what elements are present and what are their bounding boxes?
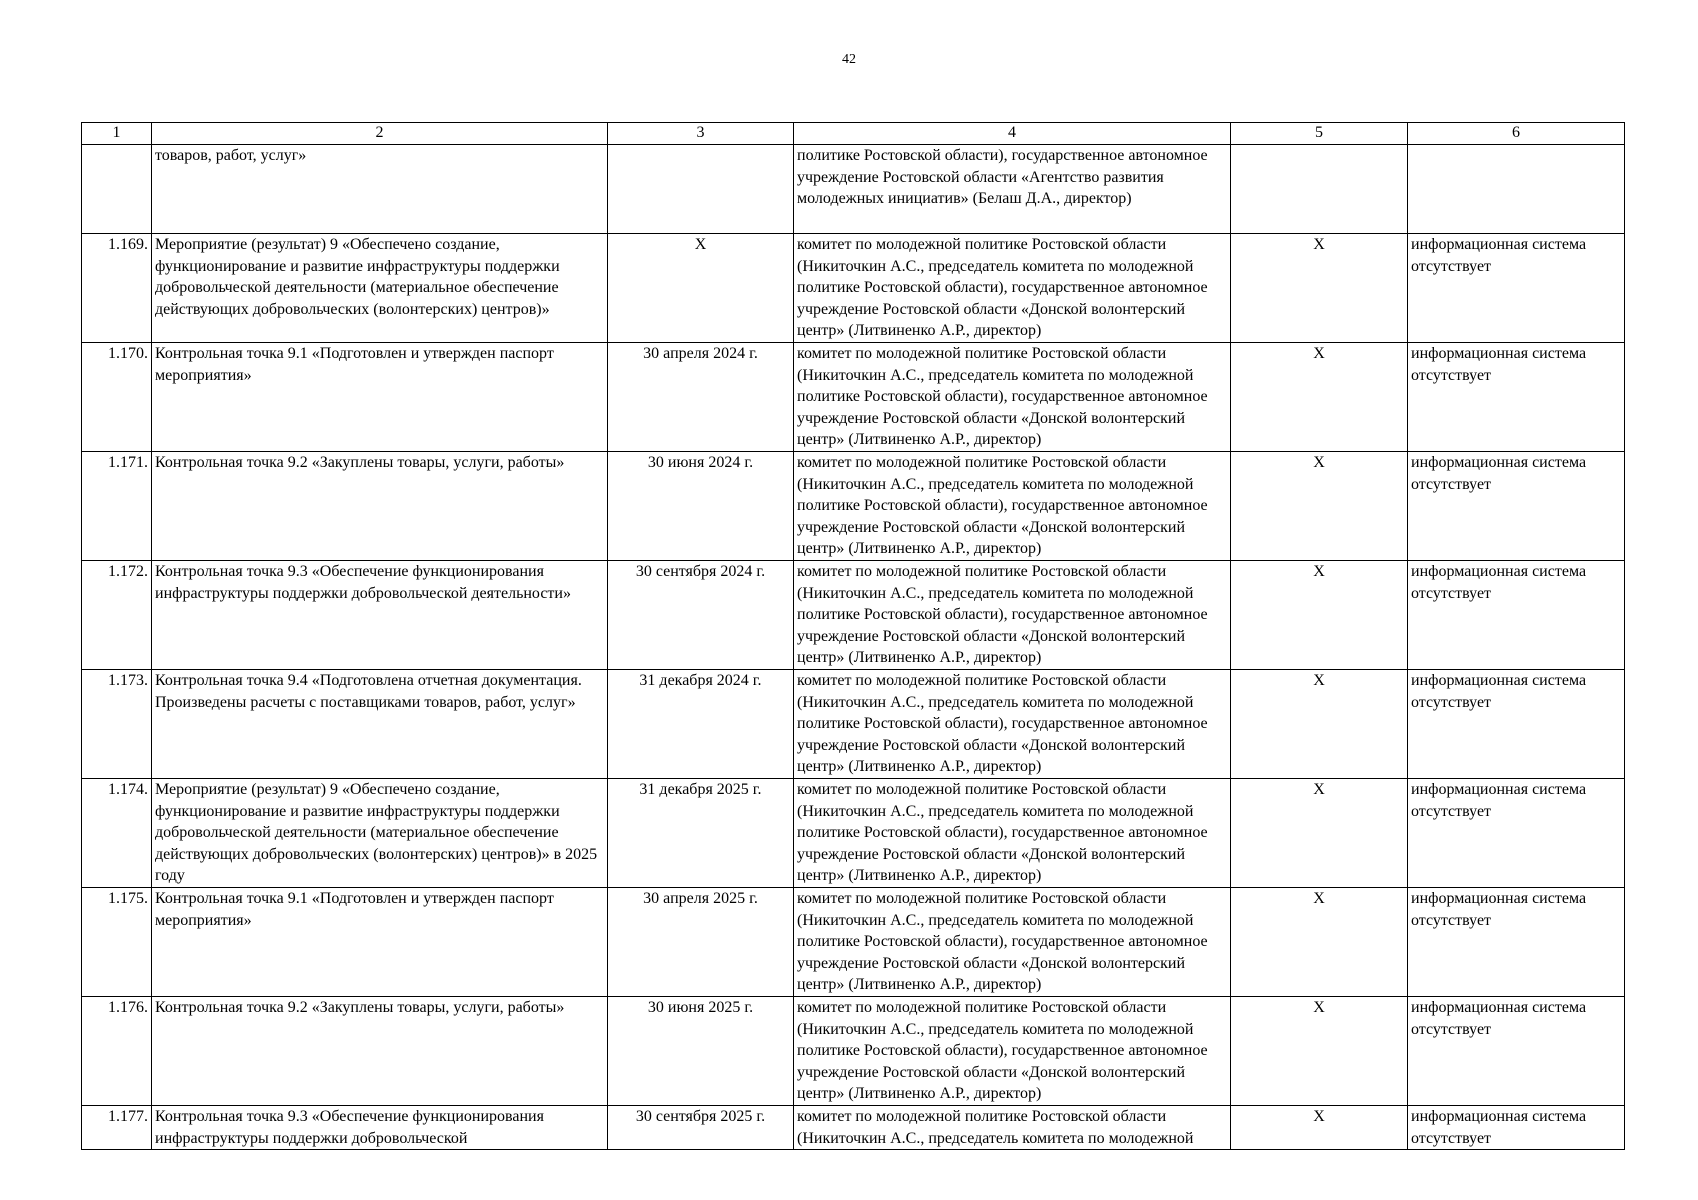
row-col5: Х	[1231, 561, 1408, 670]
row-system: информационная система отсутствует	[1408, 670, 1625, 779]
row-col5: Х	[1231, 1106, 1408, 1150]
column-header: 6	[1408, 123, 1625, 145]
row-system: информационная система отсутствует	[1408, 234, 1625, 343]
row-number: 1.171.	[82, 452, 152, 561]
column-header: 3	[608, 123, 794, 145]
table-row	[82, 561, 1625, 670]
table-row	[82, 1106, 1625, 1150]
column-number-row	[82, 123, 1625, 145]
column-header: 5	[1231, 123, 1408, 145]
row-number: 1.174.	[82, 779, 152, 888]
row-responsible: комитет по молодежной политике Ростовской области (Никиточкин А.С., председатель комитета по молодежной	[794, 1106, 1231, 1150]
plan-table	[81, 122, 1625, 1150]
row-number: 1.172.	[82, 561, 152, 670]
table-row	[82, 779, 1625, 888]
row-title: Мероприятие (результат) 9 «Обеспечено создание, функционирование и развитие инфраструктуры поддержки добровольческой деятельности (материальное обеспечение действующих добровольческих (волонтерских) центров)»	[152, 234, 608, 343]
row-number: 1.175.	[82, 888, 152, 997]
table-row	[82, 670, 1625, 779]
row-date: 31 декабря 2025 г.	[608, 779, 794, 888]
row-col5: Х	[1231, 670, 1408, 779]
row-responsible: комитет по молодежной политике Ростовской области (Никиточкин А.С., председатель комитета по молодежной политике Ростовской области), государственное автономное учреждение Ростовской области «Донской волонтерский центр» (Литвиненко А.Р., директор)	[794, 343, 1231, 452]
column-header: 1	[82, 123, 152, 145]
row-system: информационная система отсутствует	[1408, 452, 1625, 561]
table-row	[82, 452, 1625, 561]
row-title: Контрольная точка 9.2 «Закуплены товары, услуги, работы»	[152, 452, 608, 561]
row-number: 1.170.	[82, 343, 152, 452]
row-title: Контрольная точка 9.4 «Подготовлена отчетная документация. Произведены расчеты с поставщиками товаров, работ, услуг»	[152, 670, 608, 779]
row-system: информационная система отсутствует	[1408, 888, 1625, 997]
row-responsible: комитет по молодежной политике Ростовской области (Никиточкин А.С., председатель комитета по молодежной политике Ростовской области), государственное автономное учреждение Ростовской области «Донской волонтерский центр» (Литвиненко А.Р., директор)	[794, 888, 1231, 997]
row-title: Мероприятие (результат) 9 «Обеспечено создание, функционирование и развитие инфраструктуры поддержки добровольческой деятельности (материальное обеспечение действующих добровольческих (волонтерских) центров)» в 2025 году	[152, 779, 608, 888]
row-responsible: комитет по молодежной политике Ростовской области (Никиточкин А.С., председатель комитета по молодежной политике Ростовской области), государственное автономное учреждение Ростовской области «Донской волонтерский центр» (Литвиненко А.Р., директор)	[794, 561, 1231, 670]
row-system: информационная система отсутствует	[1408, 1106, 1625, 1150]
row-col5: Х	[1231, 343, 1408, 452]
row-system	[1408, 145, 1625, 234]
row-system: информационная система отсутствует	[1408, 561, 1625, 670]
row-date: 31 декабря 2024 г.	[608, 670, 794, 779]
row-date: Х	[608, 234, 794, 343]
column-header: 2	[152, 123, 608, 145]
row-system: информационная система отсутствует	[1408, 343, 1625, 452]
row-date: 30 июня 2025 г.	[608, 997, 794, 1106]
row-number: 1.169.	[82, 234, 152, 343]
row-title: Контрольная точка 9.3 «Обеспечение функционирования инфраструктуры поддержки добровольческой	[152, 1106, 608, 1150]
table-row	[82, 145, 1625, 234]
row-responsible: политике Ростовской области), государственное автономное учреждение Ростовской области «Агентство развития молодежных инициатив» (Белаш Д.А., директор)	[794, 145, 1231, 234]
row-system: информационная система отсутствует	[1408, 779, 1625, 888]
row-title: товаров, работ, услуг»	[152, 145, 608, 234]
row-number: 1.173.	[82, 670, 152, 779]
row-date: 30 апреля 2024 г.	[608, 343, 794, 452]
row-title: Контрольная точка 9.1 «Подготовлен и утвержден паспорт мероприятия»	[152, 343, 608, 452]
row-date: 30 апреля 2025 г.	[608, 888, 794, 997]
table-row	[82, 997, 1625, 1106]
row-title: Контрольная точка 9.3 «Обеспечение функционирования инфраструктуры поддержки добровольческой деятельности»	[152, 561, 608, 670]
row-responsible: комитет по молодежной политике Ростовской области (Никиточкин А.С., председатель комитета по молодежной политике Ростовской области), государственное автономное учреждение Ростовской области «Донской волонтерский центр» (Литвиненко А.Р., директор)	[794, 779, 1231, 888]
row-col5: Х	[1231, 779, 1408, 888]
table-row	[82, 888, 1625, 997]
table-row	[82, 234, 1625, 343]
row-responsible: комитет по молодежной политике Ростовской области (Никиточкин А.С., председатель комитета по молодежной политике Ростовской области), государственное автономное учреждение Ростовской области «Донской волонтерский центр» (Литвиненко А.Р., директор)	[794, 997, 1231, 1106]
row-number: 1.176.	[82, 997, 152, 1106]
row-title: Контрольная точка 9.2 «Закуплены товары, услуги, работы»	[152, 997, 608, 1106]
row-date: 30 июня 2024 г.	[608, 452, 794, 561]
row-number: 1.177.	[82, 1106, 152, 1150]
row-col5: Х	[1231, 234, 1408, 343]
row-responsible: комитет по молодежной политике Ростовской области (Никиточкин А.С., председатель комитета по молодежной политике Ростовской области), государственное автономное учреждение Ростовской области «Донской волонтерский центр» (Литвиненко А.Р., директор)	[794, 670, 1231, 779]
row-col5	[1231, 145, 1408, 234]
row-col5: Х	[1231, 997, 1408, 1106]
row-number	[82, 145, 152, 234]
page-number: 42	[842, 52, 856, 67]
row-col5: Х	[1231, 452, 1408, 561]
row-date: 30 сентября 2025 г.	[608, 1106, 794, 1150]
row-responsible: комитет по молодежной политике Ростовской области (Никиточкин А.С., председатель комитета по молодежной политике Ростовской области), государственное автономное учреждение Ростовской области «Донской волонтерский центр» (Литвиненко А.Р., директор)	[794, 452, 1231, 561]
table-row	[82, 343, 1625, 452]
row-col5: Х	[1231, 888, 1408, 997]
column-header: 4	[794, 123, 1231, 145]
row-date	[608, 145, 794, 234]
row-date: 30 сентября 2024 г.	[608, 561, 794, 670]
row-responsible: комитет по молодежной политике Ростовской области (Никиточкин А.С., председатель комитета по молодежной политике Ростовской области), государственное автономное учреждение Ростовской области «Донской волонтерский центр» (Литвиненко А.Р., директор)	[794, 234, 1231, 343]
row-title: Контрольная точка 9.1 «Подготовлен и утвержден паспорт мероприятия»	[152, 888, 608, 997]
row-system: информационная система отсутствует	[1408, 997, 1625, 1106]
